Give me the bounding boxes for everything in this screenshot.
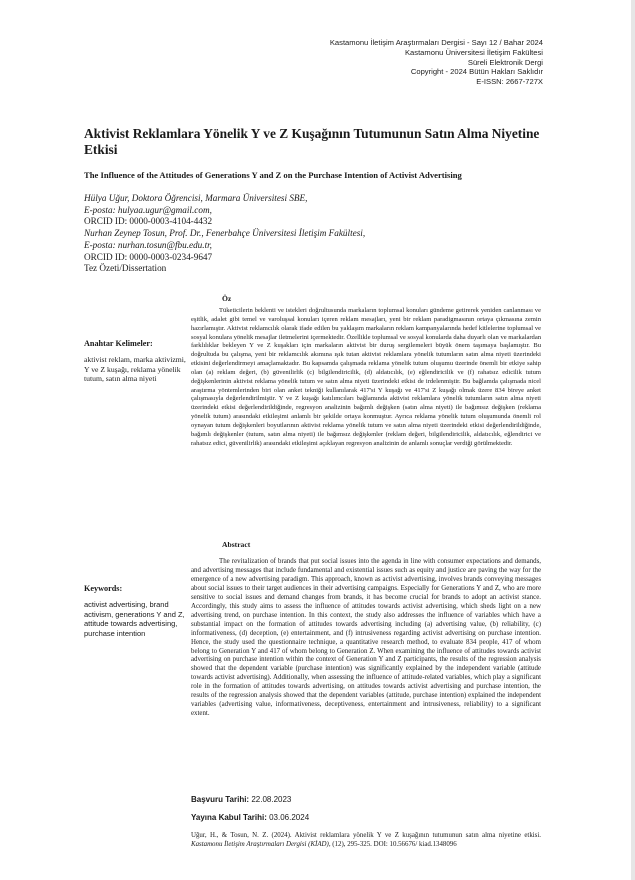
journal-name: Kastamonu İletişim Araştırmaları Dergisi - Sayı 12 / Bahar 2024 — [329, 38, 543, 47]
author-1-affiliation: Hülya Uğur, Doktora Öğrencisi, Marmara Üniversitesi SBE, — [84, 193, 308, 203]
citation-journal: Kastamonu İletişim Araştırmaları Dergisi (KİAD), — [191, 841, 331, 848]
author-1-orcid: ORCID ID: 0000-0003-4104-4432 — [84, 216, 213, 227]
citation-suffix: (12), 295-325. DOI: 10.56676/ kiad.1348096 — [332, 841, 457, 848]
keywords-tr-heading: Anahtar Kelimeler: — [84, 339, 153, 348]
keywords-en-heading: Keywords: — [84, 584, 123, 593]
journal-type: Süreli Elektronik Dergi — [467, 57, 543, 67]
journal-copyright: Copyright - 2024 Bütün Hakları Saklıdır — [410, 67, 543, 77]
abstract-body: The revitalization of brands that put social issues into the agenda in line with consumer expectations and demands, and advertising messages that include fundamental and existential issues such as equity and justice are paving the way for the emergence of a new advertising paradigm. This approach, known as activist advertising, involves brands conveying messages about social issues to their target audiences in their advertising campaigns. Especially for Generations Y and Z, who are more sensitive to social issues and demand changes from brands, it has become crucial for brands to adopt an activist stance. Accordingly, this study aims to assess the influence of attitudes towards activist advertising, which sheds light on a new advertising trend, on purchase intention. In this context, the study also addresses the influence of variables which have a substantial impact on the formation of attitudes towards advertising including (a) advertising value, (b) reliability, (c) informativeness, (d) deception, (e) entertainment, and (f) intrusiveness regarding activist advertising on purchase intention. Hence, the study used the questionnaire technique, a quantitative research method, to evaluate 834 people, 417 of whom belong to Generation Y and 417 of whom belong to Generation Z. When examining the influence of attitudes towards activist advertising on purchase intention within the context of Generation Y and Z participants, the results of the regression analysis showed that the dependent variable (purchase intention) was significantly explained by the independent variable (attitude towards activist advertising). Additionally, when assessing the influence of attitude-related variables, which play a significant role in the formation of attitudes towards advertising, on attitudes towards activist advertising and purchase intention, the results of the regression analysis showed that the dependent variables (attitude, purchase intention) explained the independent variables (advertising value, informativeness, deceptiveness, entertainment and intrusiveness, reliability) to a significant extent. — [191, 558, 541, 718]
acceptance-date-value: 03.06.2024 — [269, 813, 310, 822]
citation-prefix: Uğur, H., & Tosun, N. Z. (2024). Aktivist reklamlara yönelik Y ve Z kuşağının tutumunun satın alma niyetine etkisi. — [191, 832, 541, 839]
keywords-tr-text: aktivist reklam, marka aktivizmi, Y ve Z kuşağı, reklama yönelik tutum, satın alma niyeti — [84, 355, 186, 384]
ozet-heading: Öz — [222, 294, 232, 303]
author-2-orcid: ORCID ID: 0000-0003-0234-9647 — [84, 251, 213, 262]
citation — [191, 831, 541, 849]
journal-faculty: Kastamonu Üniversitesi İletişim Fakültesi — [404, 47, 543, 57]
acceptance-date-label: Yayına Kabul Tarihi: — [191, 813, 267, 822]
thesis-note: Tez Özeti/Dissertation — [84, 263, 167, 274]
submission-date — [191, 795, 291, 805]
article-title-turkish: Aktivist Reklamlara Yönelik Y ve Z Kuşağının Tutumunun Satın Alma Niyetine Etkisi — [84, 126, 540, 157]
author-1-email[interactable]: E-posta: hulyaa.ugur@gmail.com, — [84, 204, 212, 215]
submission-date-value: 22.08.2023 — [251, 795, 292, 804]
ozet-body: Tüketicilerin beklenti ve istekleri doğrultusunda markaların toplumsal konuları gündeme getirerek yeniden canlanması ve eşitlik, adalet gibi temel ve varoluşsal konuları içeren reklam mesajları, yeni bir reklam paradigmasının ortaya çıkmasına zemin hazırlamıştır. Aktivist reklamcılık olarak ifade edilen bu yaklaşım markaların reklam kampanyalarında hedef kitlelerine toplumsal ve sosyal konulara yönelik mesajlar iletmelerini içermektedir. Özellikle toplumsal ve sosyal konularda daha duyarlı olan ve markalardan farklılıklar bekleyen Y ve Z kuşakları için markaların aktivist bir duruş sergilemeleri büyük önem taşımaya başlamıştır. Bu doğrultuda bu çalışma, yeni bir reklamcılık akımına ışık tutan aktivist reklamlara yönelik tutumların satın alma niyeti üzerindeki etkisini değerlendirmeyi amaçlamaktadır. Bu kapsamda çalışmada reklama yönelik tutum oluşumu üzerinde önemli bir etkiye sahip olan (a) reklam değeri, (b) güvenilirlik (c) bilgilendiricilik, (d) aldatıcılık, (e) eğlendiricilik ve (f) rahatsız edicilik tutum değişkenlerinin aktivist reklama yönelik tutum ve satın alma niyeti üzerindeki etkisi de irdelenmiştir. Bu bağlamda çalışmada nicel araştırma yöntemlerinden biri olan anket tekniği kullanılarak 417'si Y kuşağı ve 417'si Z kuşağı olmak üzere 834 bireye anket çalışmasıyla değerlendirilmiştir. Y ve Z kuşağı katılımcıları bağlamında aktivist reklamlara yönelik tutumların satın alma niyeti üzerindeki etkisi değerlendirildiğinde, regresyon analizinin bağımlı değişken (satın alma niyeti) ile bağımsız değişken (reklama yönelik tutum) arasındaki etkileşimi anlamlı bir şekilde ortaya konmuştur. Ayrıca reklama yönelik tutum oluşumunda önemli rol oynayan tutum değişkenleri boyutlarının aktivist reklama yönelik tutum ve satın alma niyeti üzerindeki etkisi değerlendirildiğinde, bağımlı değişkenler (tutum, satın alma niyeti) ile bağımsız değişkenler (reklam değeri, bilgilendiricilik, aldatıcılık, eğlendirici ve rahatsız edici, güvenilirlik) arasındaki etkileşimi açıklayan regresyon analizinin de anlamlı sonuçlar verdiği görülmektedir. — [191, 307, 541, 447]
page-edge-shadow — [631, 0, 635, 880]
journal-header — [183, 38, 543, 87]
keywords-en-text: activist advertising, brand activism, generations Y and Z, attitude towards advertising, purchase intention — [84, 600, 185, 638]
abstract-heading: Abstract — [222, 540, 251, 549]
author-block — [84, 193, 444, 275]
journal-issn: E-ISSN: 2667-727X — [476, 77, 543, 87]
author-2-email[interactable]: E-posta: nurhan.tosun@fbu.edu.tr, — [84, 239, 212, 250]
author-2-affiliation: Nurhan Zeynep Tosun, Prof. Dr., Fenerbahçe Üniversitesi İletişim Fakültesi, — [84, 228, 366, 239]
article-title-english: The Influence of the Attitudes of Generations Y and Z on the Purchase Intention of Activist Advertising — [84, 170, 462, 180]
submission-date-label: Başvuru Tarihi: — [191, 795, 250, 804]
acceptance-date — [191, 813, 309, 823]
